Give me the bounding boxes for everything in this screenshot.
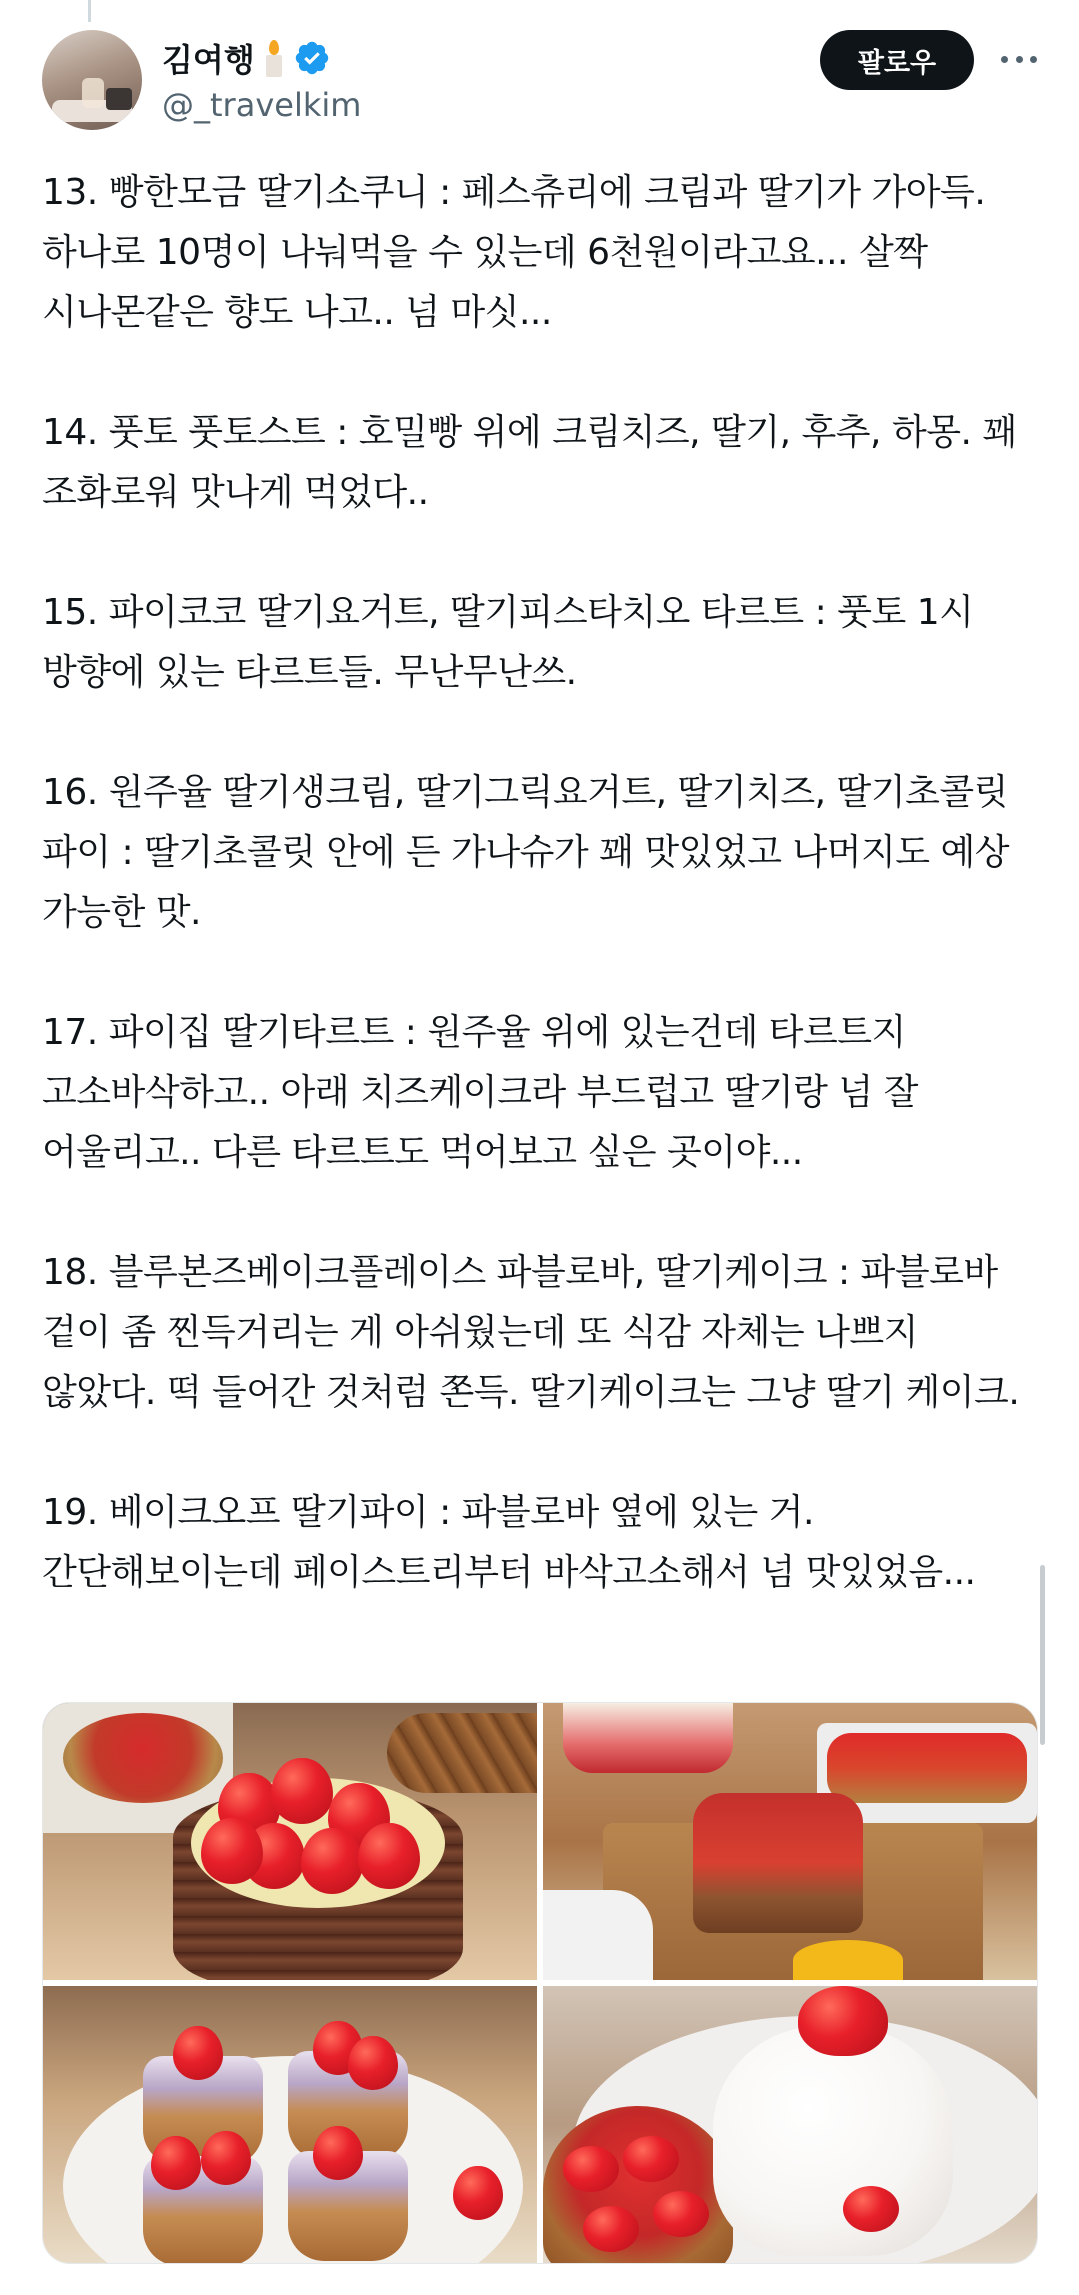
candle-icon [263,38,285,78]
user-handle[interactable]: @_travelkim [162,86,362,124]
avatar-chair-shape [106,88,132,110]
mini-tarts-photo[interactable] [43,1986,537,2263]
strawberry-cake-board-photo[interactable] [543,1703,1037,1980]
pavlova-photo[interactable] [543,1986,1037,2263]
tweet-paragraph: 14. 풋토 풋토스트 : 호밀빵 위에 크림치즈, 딸기, 후추, 하몽. 꽤 조화로워 맛나게 먹었다.. [42,412,1028,513]
display-name[interactable]: 김여행 [162,41,255,79]
tweet-text [42,163,1042,1603]
tweet-paragraph: 18. 블루본즈베이크플레이스 파블로바, 딸기케이크 : 파블로바 겉이 좀 찐득거리는 게 아쉬웠는데 또 식감 자체는 나쁘지 않았다. 떡 들어간 것처럼 쫀득. 딸기케이크는 그냥 딸기 케이크. [42,1252,1020,1413]
name-row [162,36,331,80]
tweet-header [42,30,1039,135]
tweet-paragraph: 15. 파이코코 딸기요거트, 딸기피스타치오 타르트 : 풋토 1시 방향에 있는 타르트들. 무난무난쓰. [42,592,985,693]
tweet-paragraph: 16. 원주율 딸기생크림, 딸기그릭요거트, 딸기치즈, 딸기초콜릿 파이 : 딸기초콜릿 안에 든 가나슈가 꽤 맛있었고 나머지도 예상 가능한 맛. [42,772,1020,933]
avatar-lamp-shape [82,78,104,108]
media-grid [42,1702,1038,2264]
strawberry-tart-photo[interactable] [43,1703,537,1980]
scrollbar[interactable] [1040,1565,1045,1745]
tweet-paragraph: 19. 베이크오프 딸기파이 : 파블로바 옆에 있는 거. 간단해보이는데 페이스트리부터 바삭고소해서 넘 맛있었음... [42,1492,976,1593]
tweet-paragraph: 13. 빵한모금 딸기소쿠니 : 페스츄리에 크림과 딸기가 가아득. 하나로 10명이 나눠먹을 수 있는데 6천원이라고요... 살짝 시나몬같은 향도 나고.. 넘 마싯... [42,172,997,333]
tweet-paragraph: 17. 파이집 딸기타르트 : 원주율 위에 있는건데 타르트지 고소바삭하고.. 아래 치즈케이크라 부드럽고 딸기랑 넘 잘 어울리고.. 다른 타르트도 먹어보고 싶은 곳이야... [42,1012,929,1173]
avatar[interactable] [42,30,142,130]
verified-badge-icon[interactable] [293,39,331,77]
more-horizontal-icon[interactable] [999,44,1039,74]
thread-connector-line [88,0,91,22]
follow-button[interactable]: 팔로우 [820,30,974,90]
